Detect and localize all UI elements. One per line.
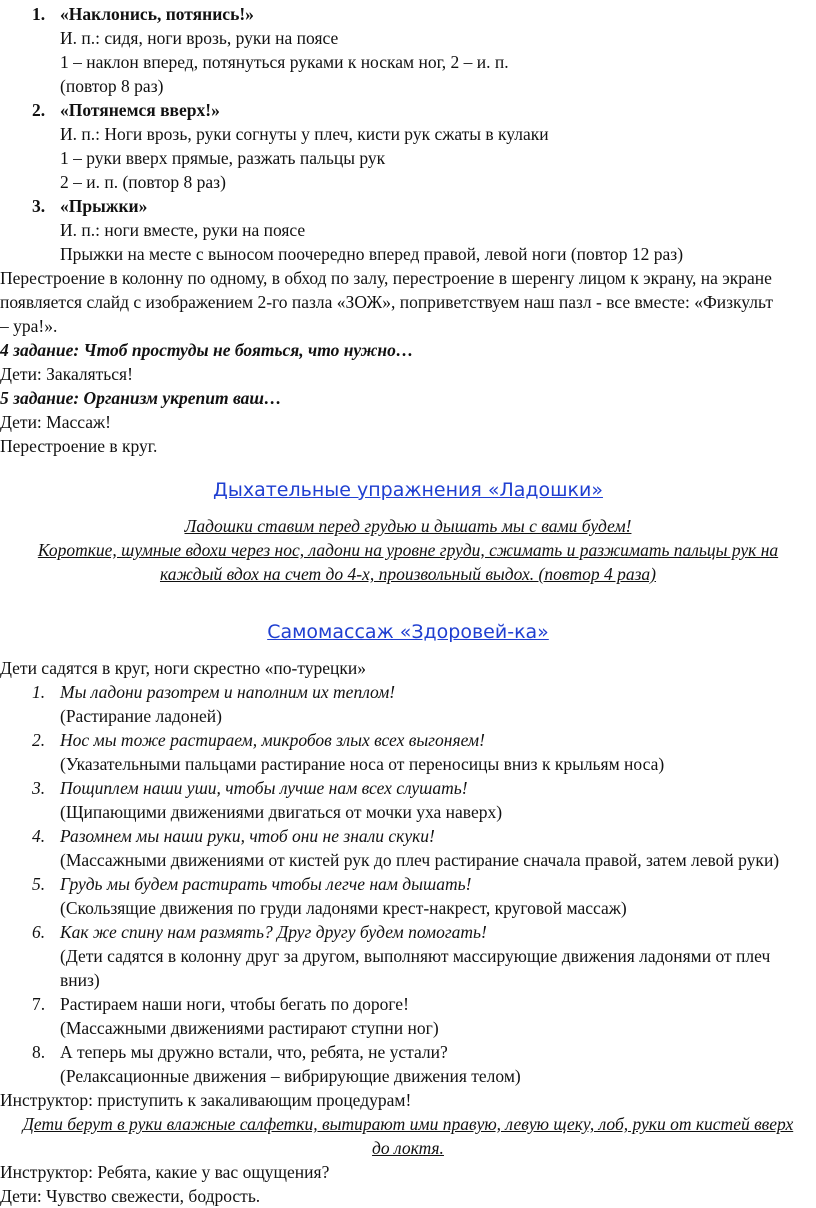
massage-item-note: (Дети садятся в колонну друг за другом, выполняют массирующие движения ладонями от плеч xyxy=(60,946,771,966)
massage-item-note-continuation: вниз) xyxy=(60,970,100,990)
massage-item-verse: Как же спину нам размять? Друг другу будем помогать! xyxy=(60,922,487,942)
massage-item-note: (Указательными пальцами растирание носа от переносицы вниз к крыльям носа) xyxy=(60,754,665,774)
massage-item-number: 3. xyxy=(32,778,46,798)
massage-item-verse: А теперь мы дружно встали, что, ребята, не устали? xyxy=(60,1042,448,1062)
massage-item-number: 1. xyxy=(32,682,46,702)
massage-intro: Дети садятся в круг, ноги скрестно «по-турецки» xyxy=(0,658,366,678)
massage-item-number: 6. xyxy=(32,922,46,942)
massage-item-note: (Массажными движениями растирают ступни ног) xyxy=(60,1018,439,1038)
massage-item-verse: Мы ладони разотрем и наполним их теплом! xyxy=(60,682,396,702)
massage-item-note: (Массажными движениями от кистей рук до плеч растирание сначала правой, затем левой руки) xyxy=(60,850,780,870)
task-5-answer: Дети: Массаж! xyxy=(0,412,111,432)
wipes-line-2: до локтя. xyxy=(372,1138,444,1158)
exercise-2-title: «Потянемся вверх!» xyxy=(60,100,220,120)
massage-item-note: (Скользящие движения по груди ладонями крест-накрест, круговой массаж) xyxy=(60,898,627,918)
exercise-1-title: «Наклонись, потянись!» xyxy=(60,4,254,24)
circle-rebuild: Перестроение в круг. xyxy=(0,436,158,456)
exercise-2-start-position: И. п.: Ноги врозь, руки согнуты у плеч, кисти рук сжаты в кулаки xyxy=(60,124,549,144)
massage-item-note: (Релаксационные движения – вибрирующие движения телом) xyxy=(60,1066,521,1086)
exercise-2-number: 2. xyxy=(32,100,46,120)
rebuild-line-2: появляется слайд с изображением 2-го пазла «ЗОЖ», поприветствуем наш пазл - все вместе: «Физкульт xyxy=(0,292,773,312)
massage-item-verse: Растираем наши ноги, чтобы бегать по дороге! xyxy=(60,994,409,1014)
exercise-2-step-1: 1 – руки вверх прямые, разжать пальцы рук xyxy=(60,148,386,168)
exercise-2-step-2: 2 – и. п. (повтор 8 раз) xyxy=(60,172,226,192)
wipes-line-1: Дети берут в руки влажные салфетки, вытирают ими правую, левую щеку, лоб, руки от кистей вверх xyxy=(22,1114,794,1134)
breathing-heading: Дыхательные упражнения «Ладошки» xyxy=(213,479,603,501)
massage-item-verse: Грудь мы будем растирать чтобы легче нам дышать! xyxy=(60,874,472,894)
massage-item-number: 8. xyxy=(32,1042,46,1062)
breathing-line-3: каждый вдох на счет до 4-х, произвольный выдох. (повтор 4 раза) xyxy=(159,564,657,584)
exercise-1-number: 1. xyxy=(32,4,46,24)
rebuild-line-1: Перестроение в колонну по одному, в обход по залу, перестроение в шеренгу лицом к экрану, на экране xyxy=(0,268,772,288)
exercise-1-step: 1 – наклон вперед, потянуться руками к носкам ног, 2 – и. п. xyxy=(60,52,509,72)
breathing-line-2: Короткие, шумные вдохи через нос, ладони на уровне груди, сжимать и разжимать пальцы рук на xyxy=(37,540,779,560)
task-5-question: 5 задание: Организм укрепит ваш… xyxy=(0,388,282,408)
exercise-3-start-position: И. п.: ноги вместе, руки на поясе xyxy=(60,220,306,240)
task-4-answer: Дети: Закаляться! xyxy=(0,364,133,384)
massage-item-verse: Пощиплем наши уши, чтобы лучше нам всех слушать! xyxy=(60,778,468,798)
massage-item-number: 7. xyxy=(32,994,46,1014)
exercise-1-start-position: И. п.: сидя, ноги врозь, руки на поясе xyxy=(60,28,339,48)
exercise-1-repeat: (повтор 8 раз) xyxy=(60,76,164,96)
task-4-question: 4 задание: Чтоб простуды не бояться, что нужно… xyxy=(0,340,414,360)
massage-item-verse: Разомнем мы наши руки, чтоб они не знали скуки! xyxy=(60,826,435,846)
instructor-line-1: Инструктор: приступить к закаливающим процедурам! xyxy=(0,1090,412,1110)
exercise-3-number: 3. xyxy=(32,196,46,216)
massage-item-number: 2. xyxy=(32,730,46,750)
instructor-line-2: Инструктор: Ребята, какие у вас ощущения? xyxy=(0,1162,330,1182)
massage-item-number: 4. xyxy=(32,826,46,846)
children-final-answer: Дети: Чувство свежести, бодрость. xyxy=(0,1186,261,1206)
massage-item-verse: Нос мы тоже растираем, микробов злых всех выгоняем! xyxy=(60,730,485,750)
exercise-3-title: «Прыжки» xyxy=(60,196,148,216)
massage-item-number: 5. xyxy=(32,874,46,894)
exercise-3-step: Прыжки на месте с выносом поочередно вперед правой, левой ноги (повтор 12 раз) xyxy=(60,244,684,264)
massage-heading: Самомассаж «Здоровей-ка» xyxy=(267,621,549,643)
massage-item-note: (Растирание ладоней) xyxy=(60,706,222,726)
massage-item-note: (Щипающими движениями двигаться от мочки уха наверх) xyxy=(60,802,503,822)
breathing-line-1: Ладошки ставим перед грудью и дышать мы с вами будем! xyxy=(184,516,632,536)
rebuild-line-3: – ура!». xyxy=(0,316,58,336)
